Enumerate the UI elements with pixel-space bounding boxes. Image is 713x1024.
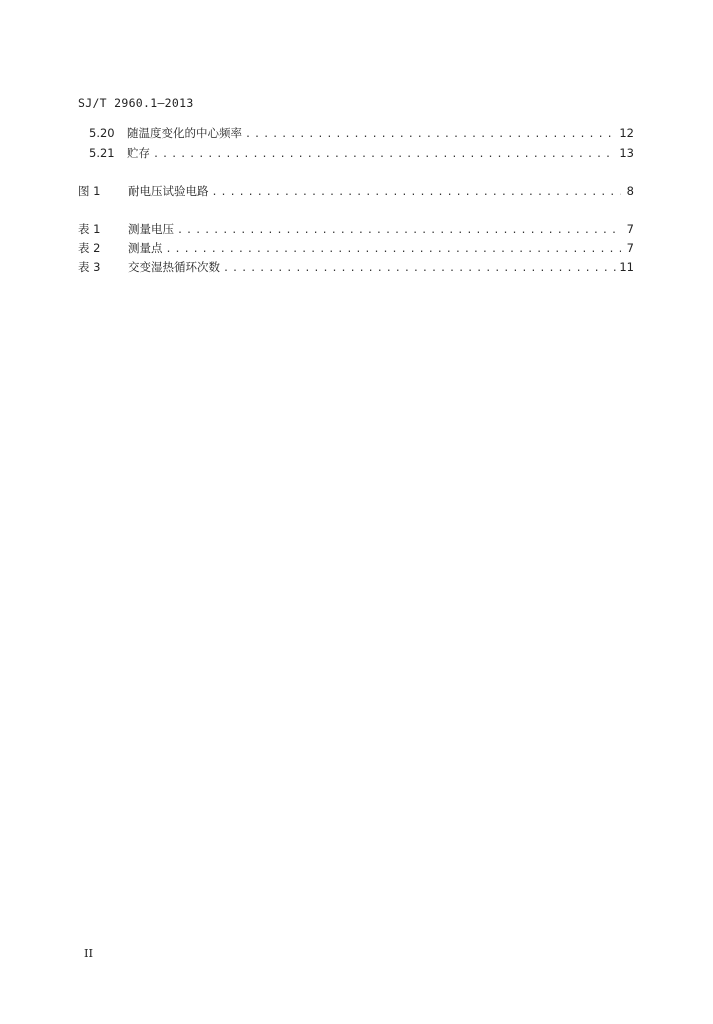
toc-entry-number: 5.21 bbox=[89, 146, 115, 160]
toc-entry-number: 5.20 bbox=[89, 126, 115, 140]
toc-entry-table bbox=[78, 221, 634, 237]
dot-leader bbox=[223, 261, 616, 277]
dot-leader bbox=[153, 147, 616, 163]
toc-entry-page: 12 bbox=[619, 126, 634, 140]
toc-entry-number: 表 3 bbox=[78, 260, 101, 274]
toc-entry-table bbox=[78, 240, 634, 256]
page-number-footer: II bbox=[84, 946, 94, 960]
toc-entry-title: 贮存 bbox=[127, 146, 150, 160]
toc-entry-title: 测量电压 bbox=[128, 222, 174, 236]
toc-entry-page: 8 bbox=[626, 184, 634, 198]
toc-entry-title: 随温度变化的中心频率 bbox=[127, 126, 242, 140]
dot-leader bbox=[177, 223, 621, 239]
toc-entry-page: 7 bbox=[626, 222, 634, 236]
toc-entry-number: 表 1 bbox=[78, 222, 101, 236]
toc-entry-title: 交变湿热循环次数 bbox=[128, 260, 220, 274]
toc-entry-section bbox=[89, 125, 634, 141]
toc-entry-title: 耐电压试验电路 bbox=[128, 184, 209, 198]
toc-entry-number: 表 2 bbox=[78, 241, 101, 255]
toc-entry-section bbox=[89, 145, 634, 161]
toc-entry-page: 13 bbox=[619, 146, 634, 160]
toc-entry-page: 7 bbox=[626, 241, 634, 255]
toc-entry-table bbox=[78, 259, 634, 275]
toc-entry-page: 11 bbox=[619, 260, 634, 274]
toc-entry-number: 图 1 bbox=[78, 184, 101, 198]
dot-leader bbox=[166, 242, 622, 258]
toc-entry-title: 测量点 bbox=[128, 241, 163, 255]
standard-id-header: SJ/T 2960.1—2013 bbox=[78, 96, 194, 110]
dot-leader bbox=[245, 127, 616, 143]
dot-leader bbox=[212, 185, 622, 201]
toc-entry-figure bbox=[78, 183, 634, 199]
